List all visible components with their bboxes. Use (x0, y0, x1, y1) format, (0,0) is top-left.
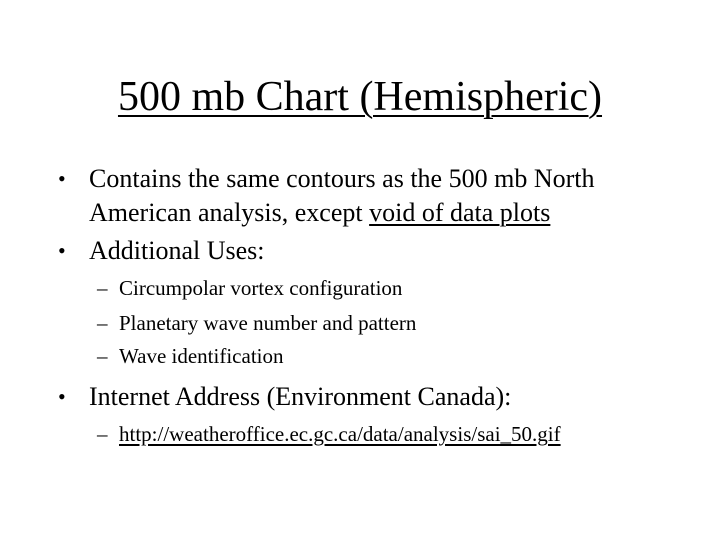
slide-title-text: 500 mb Chart (Hemispheric) (117, 74, 603, 120)
dash-icon: – (97, 422, 108, 446)
bullet-internet-address-text: Internet Address (Environment Canada): (89, 382, 512, 411)
void-of-data-plots-emphasis: void of data plots (369, 198, 551, 227)
url-link[interactable]: http://weatheroffice.ec.gc.ca/data/analysis/sai_50.gif (119, 422, 561, 446)
subitem-text: Circumpolar vortex configuration (119, 276, 403, 300)
bullet-icon: • (58, 238, 66, 263)
slide-title (0, 72, 720, 122)
dash-icon: – (97, 311, 108, 335)
dash-icon: – (97, 344, 108, 368)
bullet-icon: • (58, 384, 66, 409)
bullet-icon: • (58, 166, 66, 191)
bullet-contours-line2: American analysis, except (89, 198, 370, 227)
dash-icon: – (97, 276, 108, 300)
subitem-text: Wave identification (119, 344, 284, 368)
bullet-contours-line1: Contains the same contours as the 500 mb North (89, 164, 595, 193)
subitem-text: Planetary wave number and pattern (119, 311, 417, 335)
bullet-additional-uses-text: Additional Uses: (89, 236, 265, 265)
